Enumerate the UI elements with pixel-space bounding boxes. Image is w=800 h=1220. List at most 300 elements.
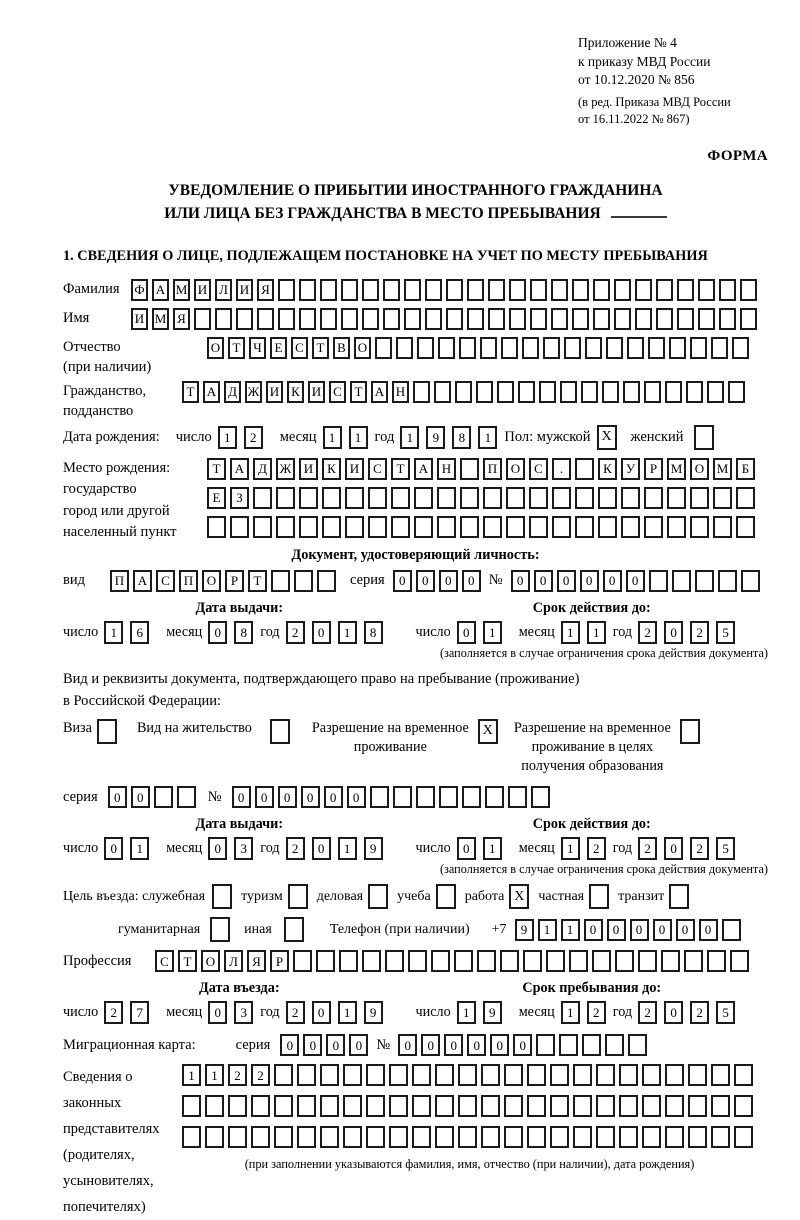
char-cell[interactable]: О: [207, 337, 224, 359]
char-cell[interactable]: 0: [653, 919, 672, 941]
char-cell[interactable]: [508, 786, 527, 808]
char-cell[interactable]: [665, 1064, 684, 1086]
char-cell[interactable]: А: [230, 458, 249, 480]
char-cell[interactable]: [690, 337, 707, 359]
char-cell[interactable]: [391, 487, 410, 509]
char-cell[interactable]: [606, 337, 623, 359]
char-cell[interactable]: [572, 308, 589, 330]
char-cell[interactable]: [550, 1095, 569, 1117]
char-cell[interactable]: [391, 516, 410, 538]
char-cell[interactable]: [504, 1064, 523, 1086]
char-cell[interactable]: [734, 1126, 753, 1148]
purpose-study-checkbox[interactable]: [436, 884, 456, 909]
char-cell[interactable]: [278, 308, 295, 330]
char-cell[interactable]: [552, 516, 571, 538]
char-cell[interactable]: [719, 279, 736, 301]
char-cell[interactable]: 2: [638, 621, 657, 644]
char-cell[interactable]: Ж: [276, 458, 295, 480]
char-cell[interactable]: 1: [218, 426, 237, 449]
char-cell[interactable]: [531, 786, 550, 808]
char-cell[interactable]: 0: [557, 570, 576, 592]
char-cell[interactable]: [299, 487, 318, 509]
char-cell[interactable]: [677, 279, 694, 301]
char-cell[interactable]: 9: [426, 426, 445, 449]
char-cell[interactable]: [688, 1064, 707, 1086]
char-cell[interactable]: [481, 1064, 500, 1086]
char-cell[interactable]: 1: [349, 426, 368, 449]
char-cell[interactable]: [551, 279, 568, 301]
char-cell[interactable]: [529, 487, 548, 509]
char-cell[interactable]: Т: [248, 570, 267, 592]
char-cell[interactable]: [413, 381, 430, 403]
char-cell[interactable]: 0: [232, 786, 251, 808]
purpose-humanitarian-checkbox[interactable]: [210, 917, 230, 942]
char-cell[interactable]: Т: [178, 950, 197, 972]
char-cell[interactable]: [644, 516, 663, 538]
char-cell[interactable]: И: [299, 458, 318, 480]
char-cell[interactable]: М: [667, 458, 686, 480]
char-cell[interactable]: 2: [638, 837, 657, 860]
char-cell[interactable]: [628, 1034, 647, 1056]
char-cell[interactable]: 0: [511, 570, 530, 592]
char-cell[interactable]: [194, 308, 211, 330]
char-cell[interactable]: [642, 1095, 661, 1117]
char-cell[interactable]: [623, 381, 640, 403]
char-cell[interactable]: [274, 1095, 293, 1117]
char-cell[interactable]: [253, 516, 272, 538]
char-cell[interactable]: [734, 1095, 753, 1117]
char-cell[interactable]: 2: [690, 837, 709, 860]
char-cell[interactable]: 0: [664, 1001, 683, 1024]
char-cell[interactable]: [736, 487, 755, 509]
char-cell[interactable]: [573, 1126, 592, 1148]
char-cell[interactable]: [404, 308, 421, 330]
char-cell[interactable]: [467, 279, 484, 301]
char-cell[interactable]: [454, 950, 473, 972]
char-cell[interactable]: [619, 1064, 638, 1086]
char-cell[interactable]: 6: [130, 621, 149, 644]
char-cell[interactable]: 2: [286, 621, 305, 644]
char-cell[interactable]: 8: [364, 621, 383, 644]
char-cell[interactable]: [619, 1126, 638, 1148]
char-cell[interactable]: [552, 487, 571, 509]
char-cell[interactable]: [509, 308, 526, 330]
char-cell[interactable]: [455, 381, 472, 403]
char-cell[interactable]: [575, 516, 594, 538]
char-cell[interactable]: [740, 308, 757, 330]
char-cell[interactable]: [529, 516, 548, 538]
char-cell[interactable]: [476, 381, 493, 403]
char-cell[interactable]: [614, 308, 631, 330]
char-cell[interactable]: [154, 786, 173, 808]
char-cell[interactable]: [527, 1064, 546, 1086]
char-cell[interactable]: [368, 516, 387, 538]
char-cell[interactable]: [656, 279, 673, 301]
char-cell[interactable]: [182, 1126, 201, 1148]
char-cell[interactable]: [437, 516, 456, 538]
char-cell[interactable]: [396, 337, 413, 359]
char-cell[interactable]: [460, 516, 479, 538]
char-cell[interactable]: 0: [584, 919, 603, 941]
char-cell[interactable]: Р: [270, 950, 289, 972]
char-cell[interactable]: [635, 279, 652, 301]
char-cell[interactable]: Л: [215, 279, 232, 301]
char-cell[interactable]: 7: [130, 1001, 149, 1024]
char-cell[interactable]: [414, 516, 433, 538]
char-cell[interactable]: [642, 1126, 661, 1148]
char-cell[interactable]: [435, 1095, 454, 1117]
char-cell[interactable]: С: [155, 950, 174, 972]
char-cell[interactable]: [536, 1034, 555, 1056]
char-cell[interactable]: [435, 1064, 454, 1086]
char-cell[interactable]: [320, 308, 337, 330]
char-cell[interactable]: [460, 458, 479, 480]
char-cell[interactable]: [707, 381, 724, 403]
char-cell[interactable]: А: [133, 570, 152, 592]
char-cell[interactable]: 2: [690, 621, 709, 644]
char-cell[interactable]: [389, 1095, 408, 1117]
char-cell[interactable]: [690, 487, 709, 509]
char-cell[interactable]: [462, 786, 481, 808]
char-cell[interactable]: [551, 308, 568, 330]
char-cell[interactable]: [711, 1095, 730, 1117]
char-cell[interactable]: [434, 381, 451, 403]
char-cell[interactable]: Д: [253, 458, 272, 480]
char-cell[interactable]: А: [203, 381, 220, 403]
char-cell[interactable]: [734, 1064, 753, 1086]
char-cell[interactable]: 0: [349, 1034, 368, 1056]
char-cell[interactable]: [602, 381, 619, 403]
purpose-official-checkbox[interactable]: [212, 884, 232, 909]
char-cell[interactable]: [375, 337, 392, 359]
char-cell[interactable]: [575, 458, 594, 480]
char-cell[interactable]: 1: [478, 426, 497, 449]
char-cell[interactable]: [592, 950, 611, 972]
char-cell[interactable]: [741, 570, 760, 592]
char-cell[interactable]: [412, 1126, 431, 1148]
char-cell[interactable]: 1: [338, 621, 357, 644]
char-cell[interactable]: 1: [457, 1001, 476, 1024]
char-cell[interactable]: [477, 950, 496, 972]
char-cell[interactable]: А: [152, 279, 169, 301]
char-cell[interactable]: [320, 1064, 339, 1086]
char-cell[interactable]: 1: [130, 837, 149, 860]
char-cell[interactable]: .: [552, 458, 571, 480]
char-cell[interactable]: [711, 1064, 730, 1086]
char-cell[interactable]: 2: [104, 1001, 123, 1024]
char-cell[interactable]: 0: [439, 570, 458, 592]
char-cell[interactable]: 1: [104, 621, 123, 644]
char-cell[interactable]: [460, 487, 479, 509]
char-cell[interactable]: [667, 516, 686, 538]
char-cell[interactable]: [412, 1064, 431, 1086]
char-cell[interactable]: 0: [626, 570, 645, 592]
char-cell[interactable]: [713, 516, 732, 538]
char-cell[interactable]: [322, 487, 341, 509]
char-cell[interactable]: [341, 308, 358, 330]
char-cell[interactable]: Ж: [245, 381, 262, 403]
char-cell[interactable]: [506, 487, 525, 509]
char-cell[interactable]: [362, 950, 381, 972]
char-cell[interactable]: О: [202, 570, 221, 592]
char-cell[interactable]: [690, 516, 709, 538]
char-cell[interactable]: 3: [234, 1001, 253, 1024]
temp-residence-edu-checkbox[interactable]: [680, 719, 700, 744]
char-cell[interactable]: [320, 1095, 339, 1117]
char-cell[interactable]: 2: [638, 1001, 657, 1024]
char-cell[interactable]: [713, 487, 732, 509]
char-cell[interactable]: [698, 279, 715, 301]
char-cell[interactable]: [316, 950, 335, 972]
char-cell[interactable]: [677, 308, 694, 330]
char-cell[interactable]: [271, 570, 290, 592]
char-cell[interactable]: 1: [205, 1064, 224, 1086]
char-cell[interactable]: [614, 279, 631, 301]
char-cell[interactable]: [728, 381, 745, 403]
char-cell[interactable]: [383, 279, 400, 301]
char-cell[interactable]: И: [131, 308, 148, 330]
char-cell[interactable]: [669, 337, 686, 359]
char-cell[interactable]: С: [291, 337, 308, 359]
char-cell[interactable]: [559, 1034, 578, 1056]
char-cell[interactable]: [253, 487, 272, 509]
char-cell[interactable]: [667, 487, 686, 509]
purpose-transit-checkbox[interactable]: [669, 884, 689, 909]
char-cell[interactable]: 0: [580, 570, 599, 592]
char-cell[interactable]: [251, 1126, 270, 1148]
char-cell[interactable]: 1: [561, 837, 580, 860]
char-cell[interactable]: 0: [457, 837, 476, 860]
char-cell[interactable]: [389, 1126, 408, 1148]
char-cell[interactable]: [564, 337, 581, 359]
char-cell[interactable]: Р: [644, 458, 663, 480]
char-cell[interactable]: [345, 487, 364, 509]
char-cell[interactable]: [718, 570, 737, 592]
char-cell[interactable]: [297, 1064, 316, 1086]
char-cell[interactable]: [627, 337, 644, 359]
char-cell[interactable]: [573, 1095, 592, 1117]
char-cell[interactable]: 0: [676, 919, 695, 941]
char-cell[interactable]: 0: [398, 1034, 417, 1056]
char-cell[interactable]: [649, 570, 668, 592]
char-cell[interactable]: П: [110, 570, 129, 592]
char-cell[interactable]: [572, 279, 589, 301]
char-cell[interactable]: [207, 516, 226, 538]
char-cell[interactable]: [467, 308, 484, 330]
char-cell[interactable]: [366, 1064, 385, 1086]
char-cell[interactable]: К: [598, 458, 617, 480]
char-cell[interactable]: [543, 337, 560, 359]
char-cell[interactable]: [523, 950, 542, 972]
char-cell[interactable]: [276, 487, 295, 509]
char-cell[interactable]: [582, 1034, 601, 1056]
char-cell[interactable]: 0: [444, 1034, 463, 1056]
char-cell[interactable]: 1: [587, 621, 606, 644]
char-cell[interactable]: [740, 279, 757, 301]
char-cell[interactable]: 2: [228, 1064, 247, 1086]
char-cell[interactable]: 0: [208, 837, 227, 860]
char-cell[interactable]: [719, 308, 736, 330]
char-cell[interactable]: Л: [224, 950, 243, 972]
purpose-business-checkbox[interactable]: [368, 884, 388, 909]
char-cell[interactable]: И: [194, 279, 211, 301]
char-cell[interactable]: 0: [664, 621, 683, 644]
char-cell[interactable]: С: [368, 458, 387, 480]
char-cell[interactable]: [177, 786, 196, 808]
char-cell[interactable]: [408, 950, 427, 972]
char-cell[interactable]: 0: [301, 786, 320, 808]
char-cell[interactable]: [341, 279, 358, 301]
char-cell[interactable]: 0: [699, 919, 718, 941]
char-cell[interactable]: 0: [312, 1001, 331, 1024]
char-cell[interactable]: Ф: [131, 279, 148, 301]
char-cell[interactable]: [414, 487, 433, 509]
char-cell[interactable]: 0: [630, 919, 649, 941]
char-cell[interactable]: [383, 308, 400, 330]
char-cell[interactable]: С: [156, 570, 175, 592]
char-cell[interactable]: 0: [104, 837, 123, 860]
char-cell[interactable]: [230, 516, 249, 538]
char-cell[interactable]: [481, 1126, 500, 1148]
char-cell[interactable]: 5: [716, 1001, 735, 1024]
char-cell[interactable]: З: [230, 487, 249, 509]
char-cell[interactable]: Ч: [249, 337, 266, 359]
char-cell[interactable]: [385, 950, 404, 972]
char-cell[interactable]: 1: [483, 621, 502, 644]
char-cell[interactable]: Е: [270, 337, 287, 359]
char-cell[interactable]: [459, 337, 476, 359]
char-cell[interactable]: [596, 1095, 615, 1117]
char-cell[interactable]: 2: [286, 1001, 305, 1024]
char-cell[interactable]: [320, 279, 337, 301]
char-cell[interactable]: 0: [416, 570, 435, 592]
char-cell[interactable]: [368, 487, 387, 509]
char-cell[interactable]: [497, 381, 514, 403]
char-cell[interactable]: [648, 337, 665, 359]
char-cell[interactable]: 1: [483, 837, 502, 860]
char-cell[interactable]: [446, 308, 463, 330]
char-cell[interactable]: 1: [561, 621, 580, 644]
char-cell[interactable]: [182, 1095, 201, 1117]
char-cell[interactable]: [504, 1095, 523, 1117]
char-cell[interactable]: 2: [286, 837, 305, 860]
char-cell[interactable]: [686, 381, 703, 403]
char-cell[interactable]: 5: [716, 621, 735, 644]
char-cell[interactable]: [299, 516, 318, 538]
char-cell[interactable]: [695, 570, 714, 592]
char-cell[interactable]: [431, 950, 450, 972]
char-cell[interactable]: [438, 337, 455, 359]
char-cell[interactable]: [698, 308, 715, 330]
char-cell[interactable]: [483, 516, 502, 538]
char-cell[interactable]: О: [201, 950, 220, 972]
char-cell[interactable]: [598, 487, 617, 509]
char-cell[interactable]: [635, 308, 652, 330]
char-cell[interactable]: 2: [690, 1001, 709, 1024]
char-cell[interactable]: [458, 1095, 477, 1117]
purpose-tourism-checkbox[interactable]: [288, 884, 308, 909]
char-cell[interactable]: А: [414, 458, 433, 480]
char-cell[interactable]: 1: [338, 1001, 357, 1024]
char-cell[interactable]: [550, 1064, 569, 1086]
char-cell[interactable]: 2: [251, 1064, 270, 1086]
char-cell[interactable]: [546, 950, 565, 972]
char-cell[interactable]: [585, 337, 602, 359]
char-cell[interactable]: [366, 1126, 385, 1148]
char-cell[interactable]: 5: [716, 837, 735, 860]
purpose-private-checkbox[interactable]: [589, 884, 609, 909]
purpose-other-checkbox[interactable]: [284, 917, 304, 942]
visa-checkbox[interactable]: [97, 719, 117, 744]
char-cell[interactable]: И: [308, 381, 325, 403]
char-cell[interactable]: [297, 1095, 316, 1117]
char-cell[interactable]: 0: [457, 621, 476, 644]
char-cell[interactable]: [522, 337, 539, 359]
char-cell[interactable]: [343, 1064, 362, 1086]
char-cell[interactable]: [317, 570, 336, 592]
char-cell[interactable]: А: [371, 381, 388, 403]
char-cell[interactable]: [257, 308, 274, 330]
char-cell[interactable]: [343, 1126, 362, 1148]
char-cell[interactable]: [621, 487, 640, 509]
char-cell[interactable]: 1: [400, 426, 419, 449]
char-cell[interactable]: 1: [323, 426, 342, 449]
char-cell[interactable]: 0: [467, 1034, 486, 1056]
male-checkbox[interactable]: X: [597, 425, 617, 450]
char-cell[interactable]: [500, 950, 519, 972]
char-cell[interactable]: [370, 786, 389, 808]
char-cell[interactable]: [228, 1126, 247, 1148]
char-cell[interactable]: [439, 786, 458, 808]
char-cell[interactable]: [366, 1095, 385, 1117]
char-cell[interactable]: [732, 337, 749, 359]
residence-permit-checkbox[interactable]: [270, 719, 290, 744]
char-cell[interactable]: И: [236, 279, 253, 301]
char-cell[interactable]: 0: [393, 570, 412, 592]
char-cell[interactable]: [530, 279, 547, 301]
char-cell[interactable]: П: [483, 458, 502, 480]
char-cell[interactable]: [339, 950, 358, 972]
char-cell[interactable]: [527, 1126, 546, 1148]
char-cell[interactable]: Н: [392, 381, 409, 403]
char-cell[interactable]: [481, 1095, 500, 1117]
char-cell[interactable]: [437, 487, 456, 509]
char-cell[interactable]: [412, 1095, 431, 1117]
char-cell[interactable]: [297, 1126, 316, 1148]
char-cell[interactable]: Р: [225, 570, 244, 592]
char-cell[interactable]: 1: [538, 919, 557, 941]
char-cell[interactable]: [345, 516, 364, 538]
char-cell[interactable]: М: [713, 458, 732, 480]
char-cell[interactable]: [446, 279, 463, 301]
char-cell[interactable]: [458, 1126, 477, 1148]
char-cell[interactable]: Т: [350, 381, 367, 403]
char-cell[interactable]: Д: [224, 381, 241, 403]
char-cell[interactable]: [644, 381, 661, 403]
char-cell[interactable]: К: [287, 381, 304, 403]
char-cell[interactable]: 1: [182, 1064, 201, 1086]
char-cell[interactable]: 0: [324, 786, 343, 808]
char-cell[interactable]: [501, 337, 518, 359]
char-cell[interactable]: [488, 308, 505, 330]
char-cell[interactable]: 2: [587, 837, 606, 860]
char-cell[interactable]: И: [266, 381, 283, 403]
char-cell[interactable]: [619, 1095, 638, 1117]
char-cell[interactable]: [458, 1064, 477, 1086]
char-cell[interactable]: [707, 950, 726, 972]
char-cell[interactable]: [573, 1064, 592, 1086]
char-cell[interactable]: [228, 1095, 247, 1117]
